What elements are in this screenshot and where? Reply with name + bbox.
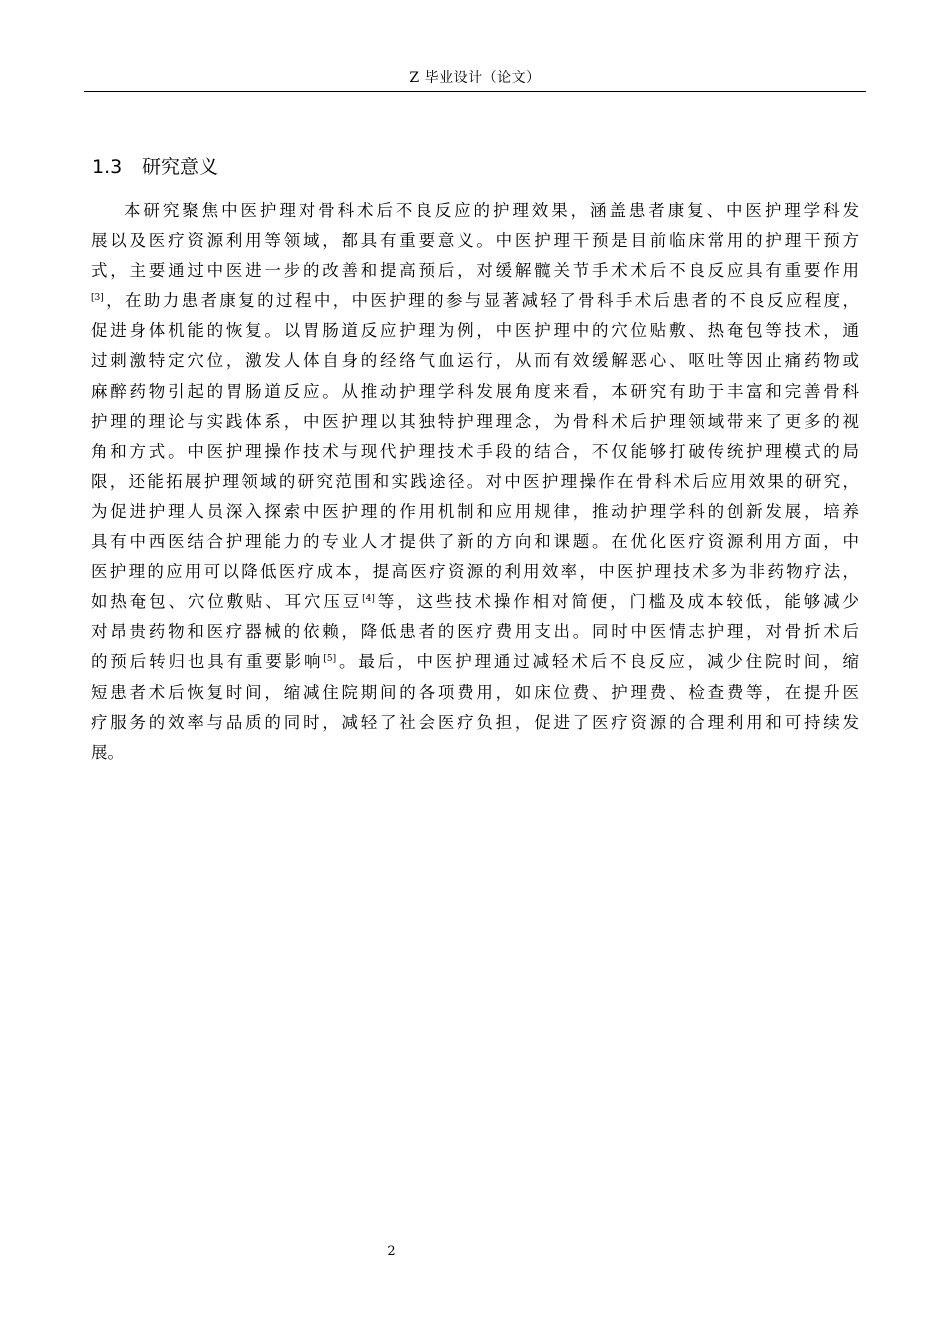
paragraph-line — [91, 286, 859, 316]
paragraph-line: 本研究聚焦中医护理对骨科术后不良反应的护理效果，涵盖患者康复、中医护理学科发 — [124, 201, 859, 220]
paragraph-line: 麻醉药物引起的胃肠道反应。从推动护理学科发展角度来看，本研究有助于丰富和完善骨科 — [91, 381, 859, 401]
paragraph-line: 疗服务的效率与品质的同时，减轻了社会医疗负担，促进了医疗资源的合理利用和可持续发 — [91, 712, 859, 732]
body-paragraph — [91, 196, 859, 768]
paragraph-line: 护理的理论与实践体系，中医护理以其独特护理理念，为骨科术后护理领域带来了更多的视 — [91, 411, 859, 431]
paragraph-line: 对昂贵药物和医疗器械的依赖，降低患者的医疗费用支出。同时中医情志护理，对骨折术后 — [91, 622, 859, 642]
paragraph-line: 过刺激特定穴位，激发人体自身的经络气血运行，从而有效缓解恶心、呕吐等因止痛药物或 — [91, 351, 859, 371]
paragraph-line: 短患者术后恢复时间，缩减住院期间的各项费用，如床位费、护理费、检查费等，在提升医 — [91, 682, 859, 702]
running-header: Z 毕业设计（论文） — [409, 70, 541, 86]
paragraph-line: 促进身体机能的恢复。以胃肠道反应护理为例，中医护理中的穴位贴敷、热奄包等技术，通 — [91, 321, 859, 341]
paragraph-line: 医护理的应用可以降低医疗成本，提高医疗资源的利用效率，中医护理技术多为非药物疗法， — [91, 562, 859, 582]
citation-4: [4] — [362, 594, 375, 605]
citation-5: [5] — [323, 654, 337, 665]
section-heading — [92, 154, 218, 180]
page-number: 2 — [387, 1244, 396, 1259]
paragraph-line-text: 如热奄包、穴位敷贴、耳穴压豆 — [91, 592, 363, 612]
citation-3: [3] — [91, 293, 104, 304]
section-title: 研究意义 — [142, 156, 219, 178]
section-number: 1.3 — [92, 156, 123, 178]
paragraph-line-text: 。最后，中医护理通过减轻术后不良反应，减少住院时间，缩 — [336, 652, 860, 672]
paragraph-line: 式，主要通过中医进一步的改善和提高预后，对缓解髋关节手术术后不良反应具有重要作用 — [91, 261, 859, 281]
paragraph-line: 具有中西医结合护理能力的专业人才提供了新的方向和课题。在优化医疗资源利用方面，中 — [91, 532, 859, 552]
paragraph-line-text: ，在助力患者康复的过程中，中医护理的参与显著减轻了骨科手术后患者的不良反应程度， — [103, 291, 859, 311]
header-rule — [84, 91, 866, 92]
paragraph-line — [91, 587, 859, 617]
paragraph-line-text: 等，这些技术操作相对简便，门槛及成本较低，能够减少 — [374, 592, 860, 612]
paragraph-line-text: 的预后转归也具有重要影响 — [91, 652, 324, 672]
paragraph-line: 为促进护理人员深入探索中医护理的作用机制和应用规律，推动护理学科的创新发展，培养 — [91, 501, 859, 521]
paragraph-line: 角和方式。中医护理操作技术与现代护理技术手段的结合，不仅能够打破传统护理模式的局 — [91, 441, 859, 461]
paragraph-line — [91, 647, 859, 677]
paragraph-line: 展以及医疗资源利用等领域，都具有重要意义。中医护理干预是目前临床常用的护理干预方 — [91, 231, 859, 251]
paragraph-line: 展。 — [91, 742, 124, 762]
paragraph-line: 限，还能拓展护理领域的研究范围和实践途径。对中医护理操作在骨科术后应用效果的研究， — [91, 471, 859, 491]
